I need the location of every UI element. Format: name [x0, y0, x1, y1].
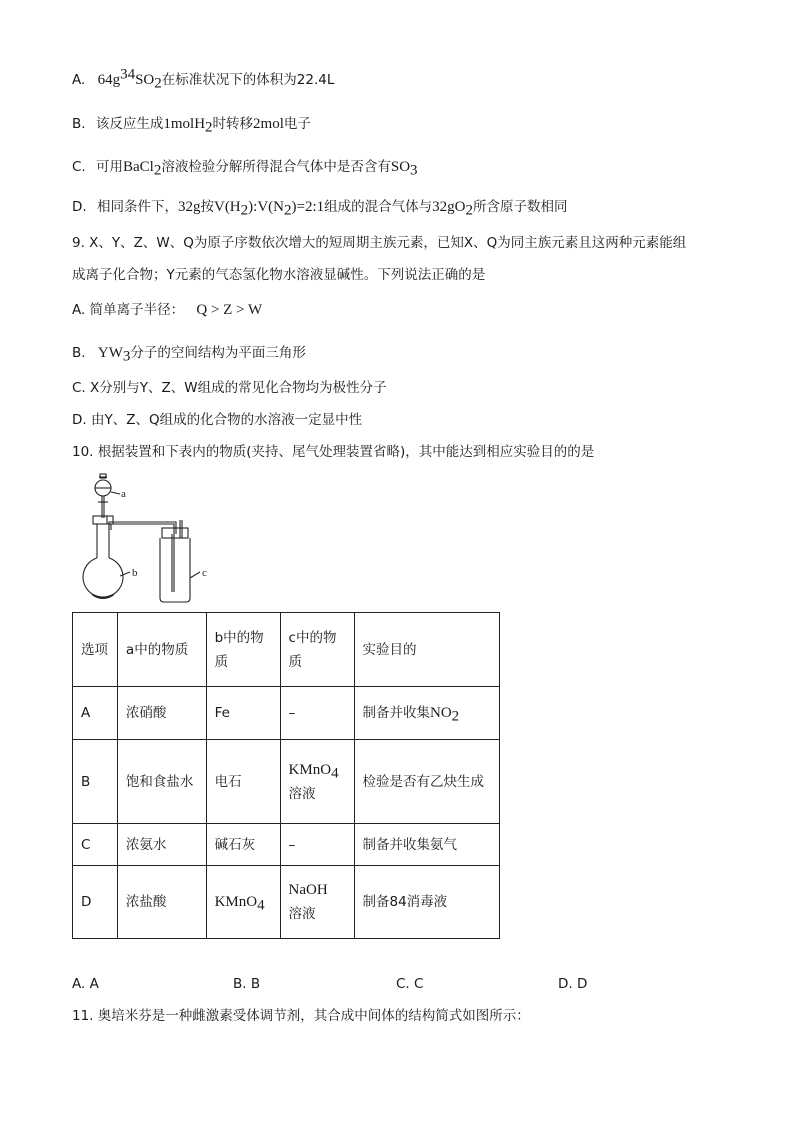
- q9-option-a: A. 简单离子半径： Q > Z > W: [72, 302, 263, 318]
- table-row: A 浓硝酸 Fe – 制备并收集$NO_2$: [73, 687, 500, 740]
- q9-stem-line1: 9. X、Y、Z、W、Q为原子序数依次增大的短周期主族元素，已知X、Q为同主族元素且这两种元素能组: [72, 235, 687, 251]
- q10-answer-a: A. A: [72, 976, 99, 992]
- q8-option-d: D. 相同条件下，32g按$V(H_2):V(N_2)=2:1$组成的混合气体与$32gO_2$所含原子数相同: [72, 199, 568, 219]
- q9-option-b: B. $YW_3$分子的空间结构为平面三角形: [72, 345, 306, 365]
- table-row: B 饱和食盐水 电石 KMnO$_4$ 溶液 检验是否有乙炔生成: [73, 740, 500, 824]
- q10-answer-d: D. D: [558, 976, 588, 992]
- flask-stopper: [93, 516, 113, 524]
- q9-option-d: D. 由Y、Z、Q组成的化合物的水溶液一定显中性: [72, 412, 363, 428]
- apparatus-diagram: [76, 472, 216, 606]
- table-header-row: [73, 613, 500, 687]
- bottle-stopper: [162, 528, 188, 538]
- bottle-body: [160, 538, 190, 602]
- header-b: b中的物 质: [206, 613, 280, 687]
- label-b-leader: [120, 572, 130, 576]
- q8-option-a: A. $64g^{34}SO_2$在标准状况下的体积为22.4L: [72, 66, 335, 92]
- q8-option-c: C. 可用BaCl$_2$溶液检验分解所得混合气体中是否含有$SO_3$: [72, 159, 418, 179]
- q10-table: [72, 612, 500, 939]
- label-c-leader: [190, 572, 200, 578]
- header-option: 选项: [73, 613, 118, 687]
- flask-solid: [91, 594, 115, 599]
- header-a: a中的物质: [117, 613, 206, 687]
- delivery-tube-lower: [111, 524, 174, 534]
- label-c: c: [202, 567, 207, 579]
- q8-option-b: B. 该反应生成1molH$_2$时转移2mol电子: [72, 116, 311, 136]
- q9-option-c: C. X分别与Y、Z、W组成的常见化合物均为极性分子: [72, 380, 387, 396]
- table-row: D 浓盐酸 KMnO$_4$ NaOH 溶液 制备84消毒液: [73, 866, 500, 939]
- label-a-leader: [111, 492, 120, 494]
- table-row: C 浓氨水 碱石灰 – 制备并收集氨气: [73, 824, 500, 866]
- header-goal: 实验目的: [354, 613, 500, 687]
- header-c: c中的物 质: [280, 613, 354, 687]
- label-a: a: [121, 488, 126, 500]
- q10-answer-b: B. B: [233, 976, 261, 992]
- label-b: b: [132, 567, 138, 579]
- q11-stem: 11. 奥培米芬是一种雌激素受体调节剂，其合成中间体的结构简式如图所示：: [72, 1008, 530, 1024]
- q10-answer-c: C. C: [396, 976, 424, 992]
- flask-body: [83, 558, 123, 597]
- q9-stem-line2: 成离子化合物；Y元素的气态氢化物水溶液显碱性。下列说法正确的是: [72, 267, 486, 283]
- q10-stem: 10. 根据装置和下表内的物质(夹持、尾气处理装置省略)，其中能达到相应实验目的的是: [72, 444, 595, 460]
